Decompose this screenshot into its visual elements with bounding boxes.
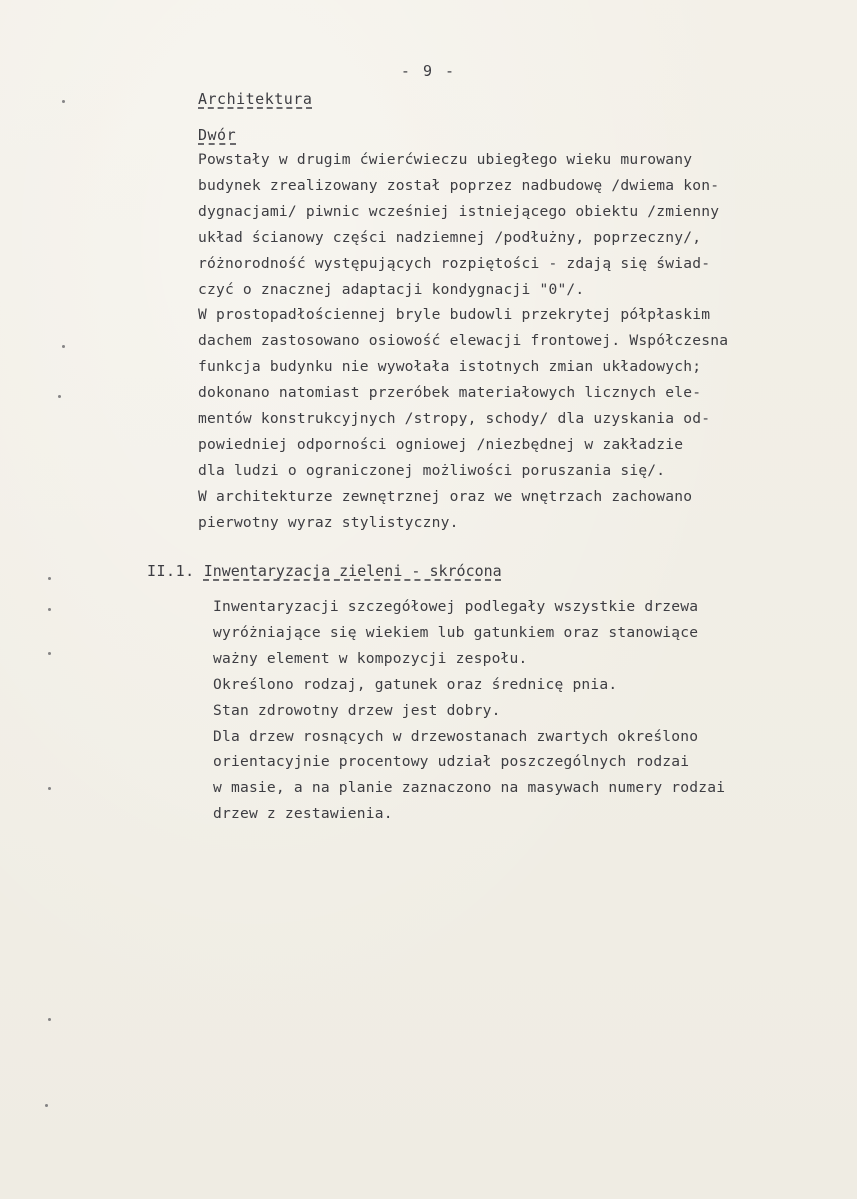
page-number: - 9 - (400, 62, 457, 80)
margin-speck (45, 1104, 48, 1107)
dwor-line: dygnacjami/ piwnic wcześniej istniejącego obiektu /zmienny (198, 202, 720, 220)
dwor-paragraph (198, 147, 728, 536)
zielen-line: Określono rodzaj, gatunek oraz średnicę pnia. (213, 675, 618, 693)
zielen-paragraph (213, 594, 725, 827)
margin-speck (48, 608, 51, 611)
dwor-line: W prostopadłościennej bryle budowli przekrytej półpłaskim (198, 306, 711, 324)
dwor-line: różnorodność występujących rozpiętości - zdają się świad- (198, 254, 711, 272)
margin-speck (48, 787, 51, 790)
dwor-line: układ ścianowy części nadziemnej /podłużny, poprzeczny/, (198, 228, 702, 246)
zielen-line: ważny element w kompozycji zespołu. (213, 649, 528, 667)
dwor-line: funkcja budynku nie wywołała istotnych zmian układowych; (198, 358, 702, 376)
zielen-line: orientacyjnie procentowy udział poszczególnych rodzai (213, 753, 690, 771)
section-heading (147, 562, 502, 580)
dwor-line: dokonano natomiast przeróbek materiałowych licznych ele- (198, 384, 702, 402)
dwor-line: dla ludzi o ograniczonej możliwości poruszania się/. (198, 461, 666, 479)
dwor-line: dachem zastosowano osiowość elewacji frontowej. Współczesna (198, 332, 729, 350)
dwor-line: budynek zrealizowany został poprzez nadbudowę /dwiema kon- (198, 176, 720, 194)
heading-dwor: Dwór (198, 126, 237, 144)
dwor-line: mentów konstrukcyjnych /stropy, schody/ dla uzyskania od- (198, 410, 711, 428)
zielen-line: Stan zdrowotny drzew jest dobry. (213, 701, 501, 719)
zielen-line: drzew z zestawienia. (213, 805, 393, 823)
margin-speck (62, 345, 65, 348)
margin-speck (58, 395, 61, 398)
dwor-line: Powstały w drugim ćwierćwieczu ubiegłego wieku murowany (198, 151, 693, 168)
margin-speck (62, 100, 65, 103)
margin-speck (48, 652, 51, 655)
dwor-line: pierwotny wyraz stylistyczny. (198, 513, 459, 531)
dwor-line: czyć o znacznej adaptacji kondygnacji "0"/. (198, 280, 585, 298)
section-number: II.1. (147, 562, 195, 580)
zielen-line: Dla drzew rosnących w drzewostanach zwartych określono (213, 727, 699, 745)
section-title: Inwentaryzacja zieleni - skrócona (203, 562, 502, 580)
dwor-line: W architekturze zewnętrznej oraz we wnętrzach zachowano (198, 487, 693, 505)
zielen-line: wyróżniające się wiekiem lub gatunkiem oraz stanowiące (213, 623, 699, 641)
zielen-line: w masie, a na planie zaznaczono na masywach numery rodzai (213, 779, 726, 797)
margin-speck (48, 1018, 51, 1021)
zielen-line: Inwentaryzacji szczegółowej podlegały wszystkie drzewa (213, 598, 699, 615)
margin-speck (48, 577, 51, 580)
heading-architecture: Architektura (198, 90, 313, 108)
dwor-line: powiedniej odporności ogniowej /niezbędnej w zakładzie (198, 435, 684, 453)
